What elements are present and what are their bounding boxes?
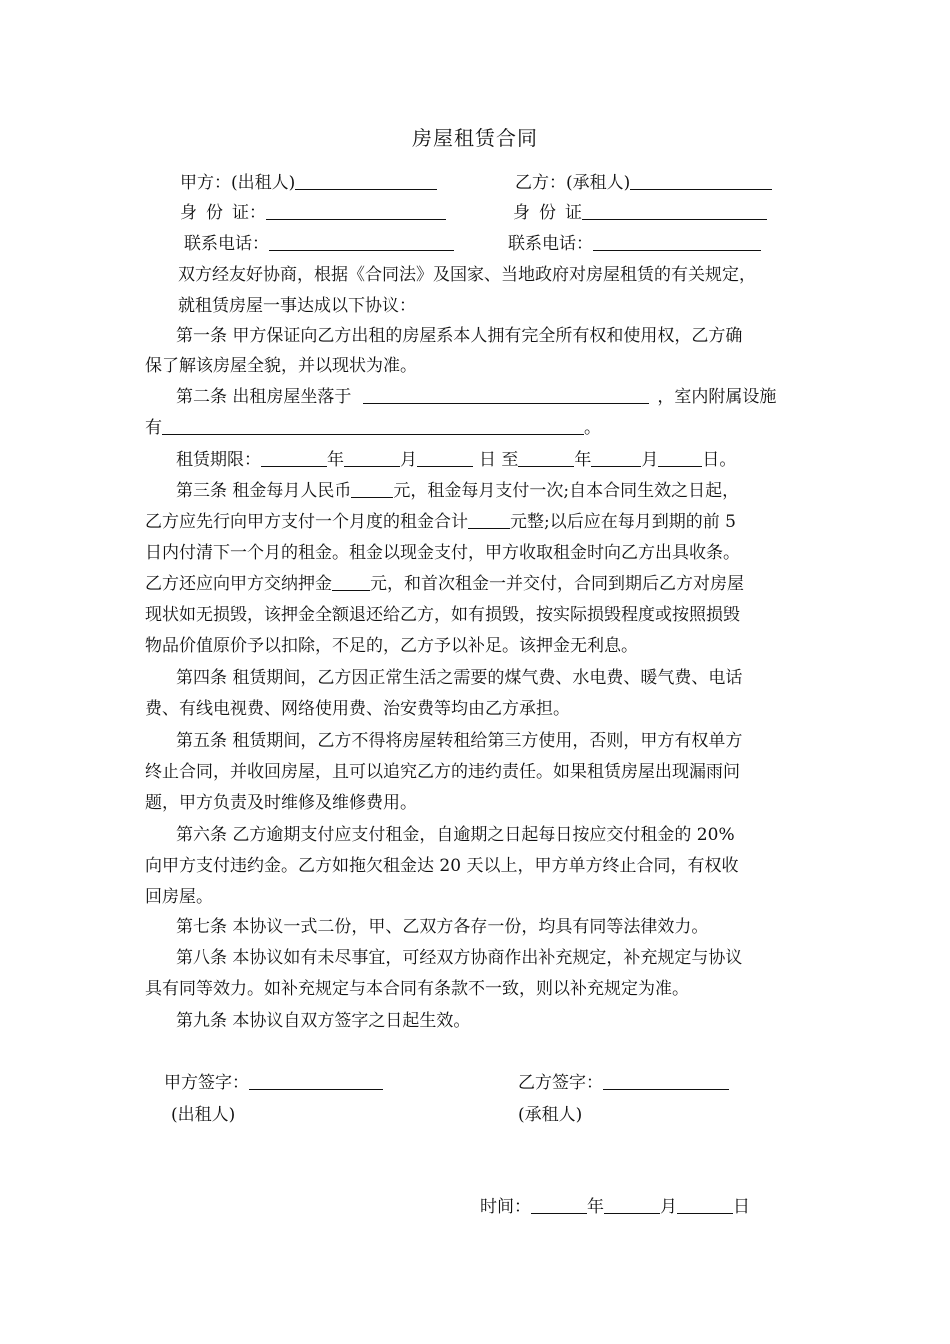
party-b-label: 乙方：(承租人): [515, 173, 631, 193]
signature-a-blank[interactable]: [249, 1071, 383, 1090]
article-5-line: 题，甲方负责及时维修及维修费用。: [145, 793, 417, 813]
date-unit: 月: [660, 1197, 677, 1217]
id-label-char: 身: [180, 203, 197, 223]
article-3-line: 现状如无损毁，该押金全额退还给乙方，如有损毁，按实际损毁程度或按照损毁: [145, 605, 740, 625]
party-b-blank[interactable]: [630, 171, 772, 190]
start-month-blank[interactable]: [344, 448, 400, 467]
article-6-line: 回房屋。: [145, 887, 213, 907]
article-1-line: 保了解该房屋全貌，并以现状为准。: [145, 356, 417, 376]
term-label: 租赁期限：: [176, 450, 261, 470]
term-unit: 日: [702, 450, 720, 470]
id-label-char: 证：: [232, 203, 266, 223]
date-day-blank[interactable]: [677, 1195, 733, 1214]
phone-b-label: 联系电话：: [508, 234, 593, 254]
id-label-char: 证: [565, 203, 582, 223]
deposit-blank[interactable]: [332, 572, 370, 591]
article-2-line: [176, 384, 776, 410]
date-unit: 日: [733, 1197, 750, 1217]
signature-b-field: [518, 1070, 729, 1096]
id-b-blank[interactable]: [582, 201, 767, 220]
article-5-line: 终止合同，并收回房屋，且可以追究乙方的违约责任。如果租赁房屋出现漏雨问: [145, 762, 740, 782]
start-year-blank[interactable]: [261, 448, 327, 467]
start-day-blank[interactable]: [417, 448, 473, 467]
article-7-line: 第七条 本协议一式二份，甲、乙双方各存一份，均具有同等法律效力。: [176, 917, 709, 937]
article-3-text: 元，租金每月支付一次;自本合同生效之日起，: [393, 481, 740, 501]
signature-a-field: [164, 1070, 383, 1096]
end-year-blank[interactable]: [518, 448, 574, 467]
signature-b-label: 乙方签字：: [518, 1073, 603, 1093]
article-2-line: [145, 415, 601, 441]
party-a-blank[interactable]: [295, 171, 437, 190]
end-day-blank[interactable]: [658, 448, 702, 467]
article-3-line: [176, 478, 739, 504]
intro-line: 双方经友好协商，根据《合同法》及国家、当地政府对房屋租赁的有关规定，: [178, 265, 756, 285]
id-b-field: [513, 200, 767, 226]
article-3-line: [145, 571, 744, 597]
term-unit: 日 至: [479, 450, 519, 470]
article-3-text: 乙方还应向甲方交纳押金: [145, 574, 332, 594]
article-8-line: 第八条 本协议如有未尽事宜，可经双方协商作出补充规定，补充规定与协议: [176, 948, 743, 968]
date-month-blank[interactable]: [604, 1195, 660, 1214]
date-unit: 年: [587, 1197, 604, 1217]
article-4-line: 第四条 租赁期间，乙方因正常生活之需要的煤气费、水电费、暖气费、电话: [176, 668, 743, 688]
date-field: [480, 1194, 750, 1220]
article-3-text: 元整;以后应在每月到期的前 5: [510, 512, 736, 532]
phone-b-blank[interactable]: [593, 232, 761, 251]
lessor-label: (出租人): [171, 1105, 236, 1125]
article-4-line: 费、有线电视费、网络使用费、治安费等均由乙方承担。: [145, 699, 570, 719]
article-3-line: 日内付清下一个月的租金。租金以现金支付，甲方收取租金时向乙方出具收条。: [145, 543, 740, 563]
article-2-text: ，室内附属设施: [657, 387, 777, 407]
article-3-text: 第三条 租金每月人民币: [176, 481, 352, 501]
article-3-line: 物品价值原价予以扣除，不足的，乙方予以补足。该押金无利息。: [145, 636, 638, 656]
article-2-text: 第二条 出租房屋坐落于: [176, 387, 352, 407]
phone-b-field: [508, 231, 761, 257]
date-label: 时间：: [480, 1197, 531, 1217]
term-unit: 年: [574, 450, 592, 470]
first-rent-blank[interactable]: [468, 510, 510, 529]
id-a-blank[interactable]: [266, 201, 446, 220]
term-unit: 月: [400, 450, 417, 470]
intro-line: 就租赁房屋一事达成以下协议：: [178, 296, 416, 316]
phone-a-label: 联系电话：: [184, 234, 269, 254]
party-b-field: [515, 170, 772, 196]
article-1-line: 第一条 甲方保证向乙方出租的房屋系本人拥有完全所有权和使用权，乙方确: [176, 326, 743, 346]
article-5-line: 第五条 租赁期间，乙方不得将房屋转租给第三方使用，否则，甲方有权单方: [176, 731, 743, 751]
page-title: 房屋租赁合同: [412, 126, 538, 150]
id-label-char: 份: [539, 203, 556, 223]
phone-a-field: [184, 231, 454, 257]
party-a-field: [180, 170, 437, 196]
term-line: 租赁期限： 年 月 日 至 年 月 日。: [176, 450, 737, 470]
article-3-line: [145, 509, 736, 535]
facilities-blank[interactable]: [162, 416, 584, 435]
phone-a-blank[interactable]: [269, 232, 454, 251]
lessee-label: (承租人): [518, 1105, 583, 1125]
signature-a-label: 甲方签字：: [164, 1073, 249, 1093]
article-2-text: 有: [145, 418, 162, 438]
party-a-label: 甲方：(出租人): [180, 173, 296, 193]
id-label-char: 份: [206, 203, 223, 223]
signature-b-blank[interactable]: [603, 1071, 729, 1090]
term-unit: 年: [327, 450, 344, 470]
term-unit: 月: [641, 450, 659, 470]
article-2-text: 。: [584, 418, 601, 438]
article-3-text: 乙方应先行向甲方支付一个月度的租金合计: [145, 512, 468, 532]
id-a-field: [180, 200, 446, 226]
article-9-line: 第九条 本协议自双方签字之日起生效。: [176, 1011, 471, 1031]
date-year-blank[interactable]: [531, 1195, 587, 1214]
article-6-line: 第六条 乙方逾期支付应支付租金，自逾期之日起每日按应交付租金的 20%: [176, 825, 735, 845]
article-3-text: 元，和首次租金一并交付，合同到期后乙方对房屋: [370, 574, 744, 594]
address-blank[interactable]: [363, 385, 649, 404]
article-6-line: 向甲方支付违约金。乙方如拖欠租金达 20 天以上，甲方单方终止合同，有权收: [145, 856, 739, 876]
end-month-blank[interactable]: [591, 448, 641, 467]
article-8-line: 具有同等效力。如补充规定与本合同有条款不一致，则以补充规定为准。: [145, 979, 689, 999]
monthly-rent-blank[interactable]: [351, 479, 393, 498]
id-label-char: 身: [513, 203, 530, 223]
